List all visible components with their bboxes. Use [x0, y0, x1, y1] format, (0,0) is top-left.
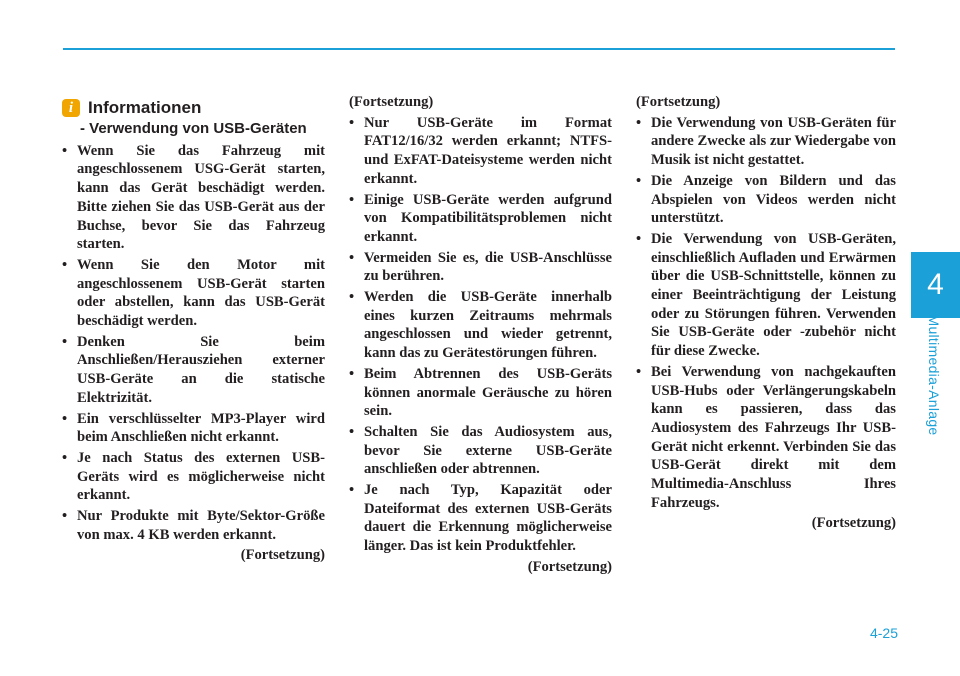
- chapter-label: Multimedia-Anlage: [926, 314, 942, 436]
- list-item: • Die Verwendung von USB-Geräten für andere Zwecke als zur Wiedergabe von Musik ist nicht gestattet.: [636, 114, 896, 170]
- bullet-list: [636, 114, 896, 513]
- list-item: • Denken Sie beim Anschließen/Herausziehen externer USB-Geräte an die statische Elektrizität.: [62, 333, 325, 408]
- column-3: [636, 93, 896, 533]
- continued-header: (Fortsetzung): [349, 94, 434, 110]
- bullet-list: [62, 142, 325, 545]
- info-icon: i: [62, 99, 80, 117]
- continued-header: (Fortsetzung): [636, 94, 721, 110]
- list-item: • Einige USB-Geräte werden aufgrund von Kompatibilitätsproblemen nicht erkannt.: [349, 191, 612, 247]
- top-rule: [63, 48, 895, 50]
- list-item: • Die Anzeige von Bildern und das Abspielen von Videos werden nicht unterstützt.: [636, 172, 896, 228]
- list-item: • Ein verschlüsselter MP3-Player wird beim Anschließen nicht erkannt.: [62, 410, 325, 447]
- chapter-number: 4: [927, 268, 944, 301]
- list-item: • Schalten Sie das Audiosystem aus, bevor Sie externe USB-Geräte anschließen oder abtrennen.: [349, 423, 612, 479]
- list-item: • Je nach Status des externen USB-Geräts wird es möglicherweise nicht erkannt.: [62, 449, 325, 505]
- chapter-tab: [911, 252, 960, 318]
- info-title: Informationen: [88, 98, 202, 117]
- list-item: • Wenn Sie den Motor mit angeschlossenem USB-Gerät starten oder abstellen, kann das USB-Gerät beschädigt werden.: [62, 256, 325, 331]
- info-subtitle: - Verwendung von USB-Geräten: [80, 119, 307, 137]
- list-item: • Nur USB-Geräte im Format FAT12/16/32 werden erkannt; NTFS- und ExFAT-Dateisysteme werden nicht erkannt.: [349, 114, 612, 189]
- column-2: [349, 93, 612, 577]
- list-item: • Bei Verwendung von nachgekauften USB-Hubs oder Verlängerungskabeln kann es passieren, dass das Audiosystem des Fahrzeugs Ihr USB-Gerät nicht erkennt. Verbinden Sie das USB-Gerät direkt mit dem Multimedia-Anschluss Ihres Fahrzeugs.: [636, 363, 896, 513]
- list-item: • Werden die USB-Geräte innerhalb eines kurzen Zeitraums mehrmals angeschlossen und wieder getrennt, kann das zu Gerätestörungen führen.: [349, 288, 612, 363]
- continued-footer: (Fortsetzung): [527, 558, 612, 575]
- continued-footer: (Fortsetzung): [811, 515, 896, 532]
- bullet-list: [349, 114, 612, 556]
- continued-footer: (Fortsetzung): [240, 547, 325, 564]
- page-number: 4-25: [869, 625, 898, 641]
- list-item: • Die Verwendung von USB-Geräten, einschließlich Aufladen und Erwärmen über die USB-Schnittstelle, können zu einer Beeinträchtigung der Leistung oder zu Störungen führen. Verwenden Sie USB-Geräte oder -zubehör nicht für diese Zwecke.: [636, 230, 896, 361]
- column-1: [62, 99, 325, 565]
- list-item: • Vermeiden Sie es, die USB-Anschlüsse zu berühren.: [349, 249, 612, 286]
- list-item: • Beim Abtrennen des USB-Geräts können anormale Geräusche zu hören sein.: [349, 365, 612, 421]
- info-header: [62, 99, 325, 118]
- chapter-side-label: [922, 310, 946, 440]
- list-item: • Wenn Sie das Fahrzeug mit angeschlossenem USG-Gerät starten, kann das Gerät beschädigt werden. Bitte ziehen Sie das USB-Gerät aus der Buchse, bevor Sie das Fahrzeug starten.: [62, 142, 325, 254]
- list-item: • Je nach Typ, Kapazität oder Dateiformat des externen USB-Geräts dauert die Erkennung möglicherweise länger. Das ist kein Produktfehler.: [349, 481, 612, 556]
- list-item: • Nur Produkte mit Byte/Sektor-Größe von max. 4 KB werden erkannt.: [62, 507, 325, 544]
